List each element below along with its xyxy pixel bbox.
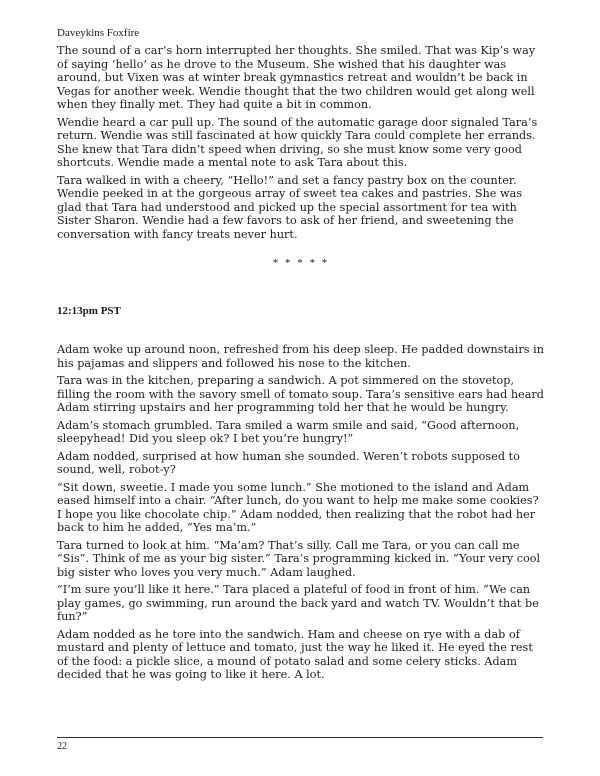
paragraph: Tara was in the kitchen, preparing a sandwich. A pot simmered on the stovetop, filling the room with the savory smell of tomato soup. Tara’s sensitive ears had heard Adam stirring upstairs and her programming told her that he would be hungry. — [57, 374, 544, 414]
paragraph: Adam nodded, surprised at how human she sounded. Weren’t robots supposed to sound, well, robot-y? — [57, 449, 520, 476]
section-break: * * * * * — [272, 257, 330, 269]
paragraph: The sound of a car’s horn interrupted her thoughts. She smiled. That was Kip’s way of saying ‘hello’ as he drove to the Museum. She wished that his daughter was around, but Vixen was at winter break gymnastics retreat and wouldn’t be back in Vegas for another week. Wendie thought that the two children would get along well when they finally met. They had quite a bit in common. — [57, 44, 536, 111]
body-text — [57, 44, 545, 686]
paragraph: “I’m sure you’ll like it here.” Tara placed a plateful of food in front of him. “We can play games, go swimming, run around the back yard and watch TV. Wouldn’t that be fun?” — [57, 583, 539, 623]
paragraph: Adam’s stomach grumbled. Tara smiled a warm smile and said, “Good afternoon, sleepyhead! Did you sleep ok? I bet you’re hungry!” — [57, 418, 520, 445]
footer-rule — [57, 737, 543, 738]
paragraph: Adam nodded as he tore into the sandwich. Ham and cheese on rye with a dab of mustard and plenty of lettuce and tomato, just the way he liked it. He eyed the rest of the food: a pickle slice, a mound of potato salad and some celery sticks. Adam decided that he was going to like it here. A lot. — [57, 627, 533, 681]
running-header: Daveykins Foxfire — [57, 27, 140, 39]
paragraph: Adam woke up around noon, refreshed from his deep sleep. He padded downstairs in his pajamas and slippers and followed his nose to the kitchen. — [57, 343, 544, 370]
paragraph: Wendie heard a car pull up. The sound of the automatic garage door signaled Tara’s return. Wendie was still fascinated at how quickly Tara could complete her errands. She knew that Tara didn’t speed when driving, so she must know some very good shortcuts. Wendie made a mental note to ask Tara about this. — [57, 115, 538, 169]
section-heading: 12:13pm PST — [57, 305, 121, 317]
page-number: 22 — [57, 741, 67, 752]
paragraph: Tara turned to look at him. “Ma’am? That’s silly. Call me Tara, or you can call me “Sis”. Think of me as your big sister.” Tara’s programming kicked in. “Your very cool big sister who loves you very much.” Adam laughed. — [57, 538, 541, 579]
paragraph: Tara walked in with a cheery, “Hello!” and set a fancy pastry box on the counter. Wendie peeked in at the gorgeous array of sweet tea cakes and pastries. She was glad that Tara had understood and picked up the special assortment for tea with Sister Sharon. Wendie had a few favors to ask of her friend, and sweetening the conversation with fancy treats never hurt. — [57, 173, 523, 241]
paragraph: “Sit down, sweetie. I made you some lunch.” She motioned to the island and Adam eased himself into a chair. “After lunch, do you want to help me make some cookies? I hope you like chocolate chip.” Adam nodded, then realizing that the robot had her back to him he added, “Yes ma’m.” — [57, 480, 539, 534]
